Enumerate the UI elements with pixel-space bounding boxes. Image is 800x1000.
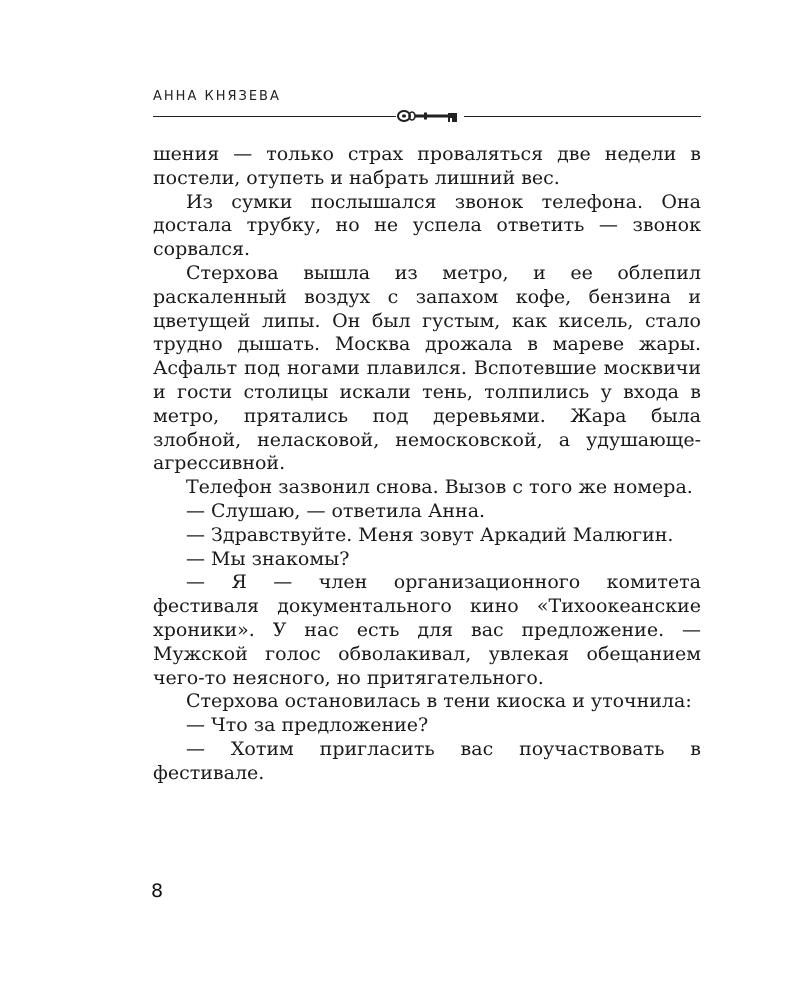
running-head-author: АННА КНЯЗЕВА bbox=[153, 89, 281, 104]
dialogue-line: — Хотим пригласить вас поучаствовать в фестивале. bbox=[153, 737, 701, 784]
paragraph: шения — только страх проваляться две недели в постели, отупеть и набрать лишний вес. bbox=[153, 143, 701, 189]
key-icon bbox=[396, 105, 464, 127]
dialogue-line: — Здравствуйте. Меня зовут Аркадий Малюгин. bbox=[186, 523, 674, 546]
dialogue-line: — Я — член организационного комитета фестиваля документального кино «Тихоокеанские хроники». У нас есть для вас предложение. — Мужской голос обволакивал, увлекая обещанием чего-то неясного, но притягательного. bbox=[153, 571, 701, 689]
paragraph: Из сумки послышался звонок телефона. Она достала трубку, но не успела ответить — звонок сорвался. bbox=[153, 190, 701, 261]
body-text bbox=[153, 143, 701, 786]
dialogue-line: — Что за предложение? bbox=[186, 714, 429, 737]
paragraph: Стерхова вышла из метро, и ее облепил раскаленный воздух с запахом кофе, бензина и цветущей липы. Он был густым, как кисель, стало трудно дышать. Москва дрожала в мареве жары. Асфальт под ногами плавился. Вспотевшие москвичи и гости столицы искали тень, толпились у входа в метро, прятались под деревьями. Жара была злобной, неласковой, немосковской, а удушающе-агрессивной. bbox=[153, 261, 701, 475]
dialogue-line: — Мы знакомы? bbox=[186, 547, 350, 570]
paragraph: Стерхова остановилась в тени киоска и уточнила: bbox=[186, 690, 692, 713]
paragraph: Телефон зазвонил снова. Вызов с того же номера. bbox=[186, 476, 693, 499]
dialogue-line: — Слушаю, — ответила Анна. bbox=[186, 499, 486, 522]
page-number: 8 bbox=[151, 880, 164, 902]
